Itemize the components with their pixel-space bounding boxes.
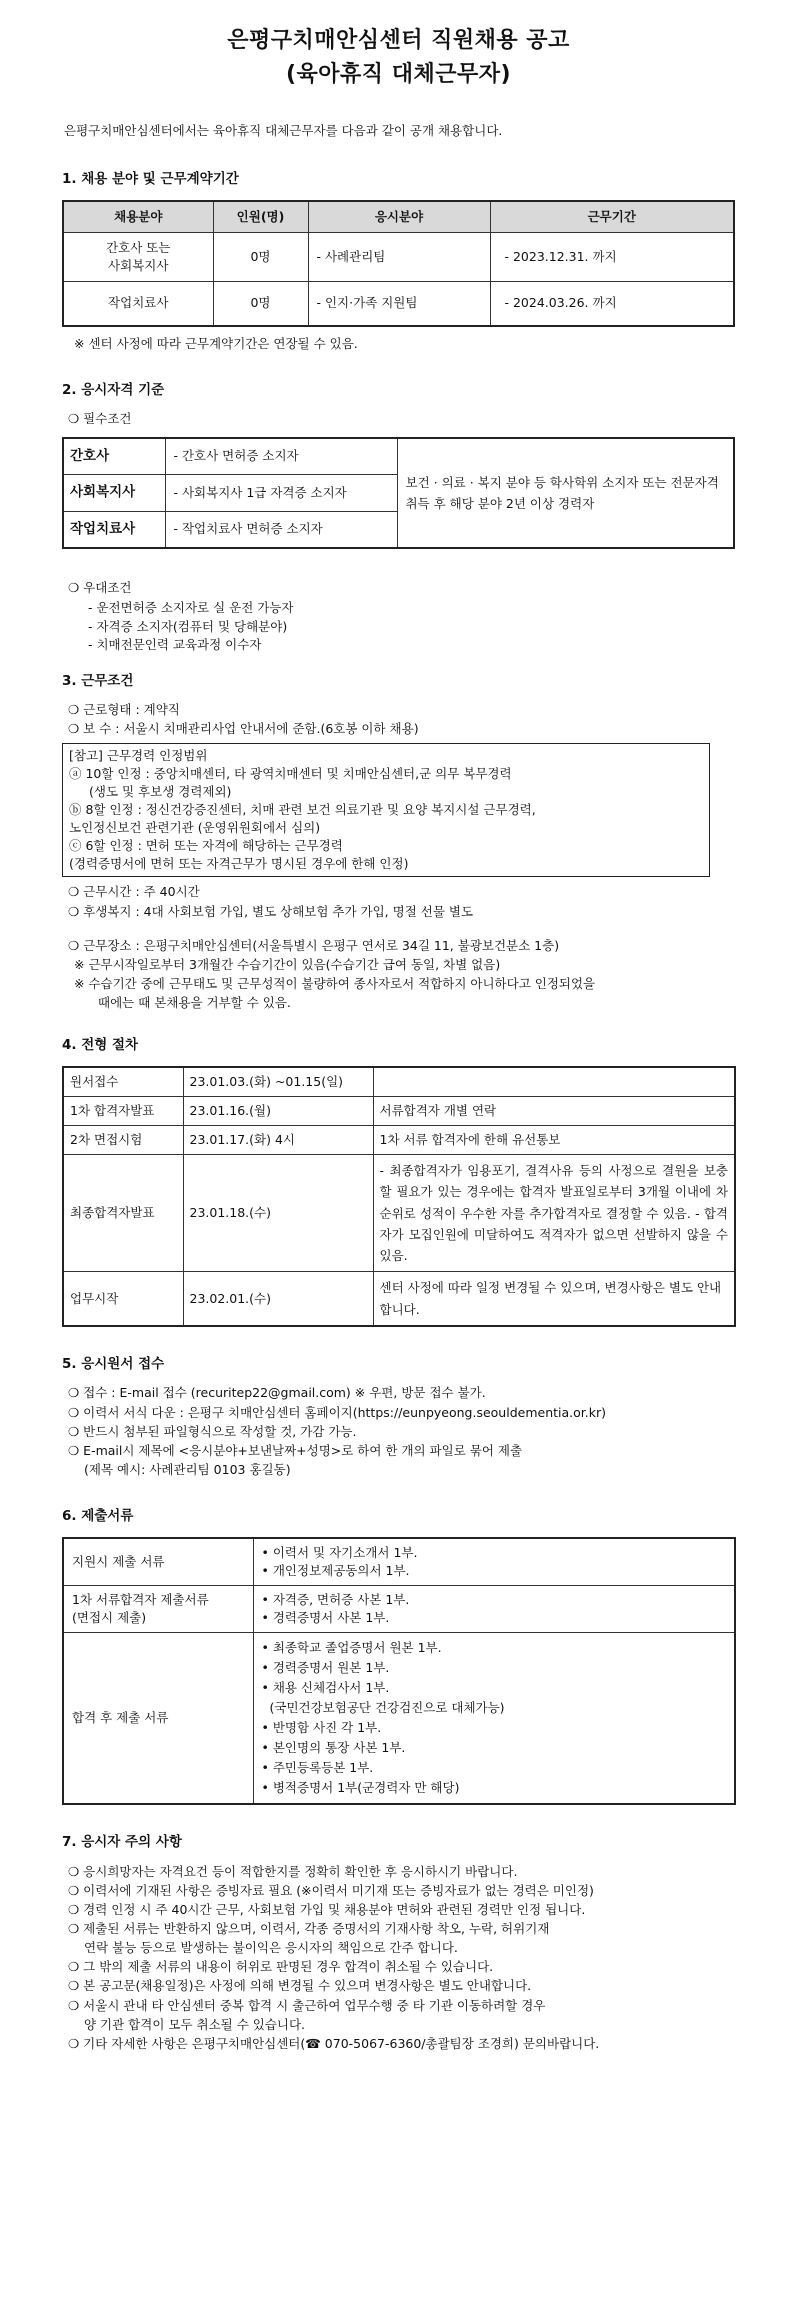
doc-group-items: • 최종학교 졸업증명서 원본 1부. • 경력증명서 원본 1부. • 채용 신체검사서 1부. (국민건강보험공단 건강검진으로 대체가능) • 반명함 사진 각 1부. • 본인명의 통장 사본 1부. • 주민등록등본 1부. • 병적증명서 1부(군경력자 만 해당) (253, 1633, 735, 1805)
table-row (63, 282, 734, 326)
section-work-conditions (62, 672, 735, 1012)
preferred-item: - 치매전문인력 교육과정 이수자 (88, 636, 262, 652)
section-notices (62, 1833, 735, 2053)
table-row (63, 1155, 735, 1272)
application-line: (제목 예시: 사례관리팀 0103 홍길동) (84, 1461, 291, 1477)
section-application (62, 1355, 735, 1479)
qual-label: 간호사 (63, 438, 165, 475)
notice-line: ❍ 경력 인정 시 주 40시간 근무, 사회보험 가입 및 채용분야 면허와 관련된 경력만 인정 됩니다. (68, 1901, 586, 1917)
title-line-1: 은평구치매안심센터 직원채용 공고 (227, 28, 570, 53)
preferred-item: - 자격증 소지자(컴퓨터 및 당해분야) (88, 618, 288, 634)
col-header: 근무기간 (490, 201, 734, 233)
doc-group-label: 1차 서류합격자 제출서류 (면접시 제출) (63, 1585, 253, 1632)
doc-group-items: • 자격증, 면허증 사본 1부. • 경력증명서 사본 1부. (253, 1585, 735, 1632)
table-row (63, 1126, 735, 1155)
condition-note: ※ 수습기간 중에 근무태도 및 근무성적이 불량하여 종사자로서 적합하지 아니하다고 인정되었을 (74, 975, 596, 991)
condition-note: ※ 근무시작일로부터 3개월간 수습기간이 있음(수습기간 급여 동일, 차별 없음) (74, 956, 501, 972)
table-header-row (63, 201, 734, 233)
condition-note: 때에는 때 본채용을 거부할 수 있음. (98, 995, 291, 1011)
documents-table (62, 1537, 736, 1806)
qual-common: 보건 · 의료 · 복지 분야 등 학사학위 소지자 또는 전문자격 취득 후 해당 분야 2년 이상 경력자 (397, 438, 734, 549)
col-header: 인원(명) (213, 201, 308, 233)
section-7-heading: 7. 응시자 주의 사항 (62, 1834, 182, 1851)
notice-line: ❍ 응시희망자는 자격요건 등이 적합한지를 정확히 확인한 후 응시하시기 바랍니다. (68, 1863, 518, 1879)
field-cell: 간호사 또는 사회복지사 (63, 233, 213, 282)
section-6-heading: 6. 제출서류 (62, 1508, 134, 1525)
qualification-table (62, 437, 735, 550)
area-cell: - 인지·가족 지원팀 (308, 282, 490, 326)
qual-label: 사회복지사 (63, 475, 165, 512)
table-row (63, 1272, 735, 1326)
career-reference-box: [참고] 근무경력 인정범위 ⓐ 10할 인정 : 중앙치매센터, 타 광역치매센터 및 치매안심센터,군 의무 복무경력 (생도 및 후보생 경력제외) ⓑ 8할 인정 : 정신건강증진센터, 치매 관련 보건 의료기관 및 요양 복지시설 근무경력, 노인정신보건 관련기관 (운영위원회에서 심의) ⓒ 6할 인정 : 면허 또는 자격에 해당하는 근무경력 (경력증명서에 면허 또는 자격근무가 명시된 경우에 한해 인정) (62, 743, 710, 878)
section-3-heading: 3. 근무조건 (62, 672, 134, 689)
qual-value: - 사회복지사 1급 자격증 소지자 (165, 475, 397, 512)
condition-line: ❍ 근로형태 : 계약직 (68, 702, 180, 718)
process-step: 원서접수 (63, 1067, 183, 1097)
process-desc: - 최종합격자가 임용포기, 결격사유 등의 사정으로 결원을 보충할 필요가 있는 경우에는 합격자 발표일로부터 3개월 이내에 차순위로 성적이 우수한 자를 추가합격자로 결정할 수 있음. - 합격자가 모집인원에 미달하여도 적격자가 없으면 선발하지 않을 수 있음. (373, 1155, 735, 1272)
process-step: 업무시작 (63, 1272, 183, 1326)
section-1-heading: 1. 채용 분야 및 근무계약기간 (62, 171, 239, 188)
application-line: ❍ E-mail시 제목에 <응시분야+보낸날짜+성명>로 하여 한 개의 파일로 묶어 제출 (68, 1442, 523, 1458)
notice-line: ❍ 기타 자세한 사항은 은평구치매안심센터(☎ 070-5067-6360/총괄팀장 조경희) 문의바랍니다. (68, 2035, 600, 2051)
col-header: 응시분야 (308, 201, 490, 233)
process-step: 최종합격자발표 (63, 1155, 183, 1272)
process-desc: 센터 사정에 따라 일정 변경될 수 있으며, 변경사항은 별도 안내합니다. (373, 1272, 735, 1326)
required-label: ❍ 필수조건 (68, 411, 132, 427)
process-desc: 서류합격자 개별 연락 (373, 1096, 735, 1125)
col-header: 채용분야 (63, 201, 213, 233)
notice-line: 양 기관 합격이 모두 취소될 수 있습니다. (84, 2016, 306, 2032)
preferred-label: ❍ 우대조건 (68, 580, 132, 596)
doc-group-label: 합격 후 제출 서류 (63, 1633, 253, 1805)
recruitment-table (62, 200, 735, 327)
section-qualification (62, 381, 735, 654)
process-step: 2차 면접시험 (63, 1126, 183, 1155)
section-process (62, 1036, 735, 1327)
count-cell: 0명 (213, 233, 308, 282)
qual-value: - 작업치료사 면허증 소지자 (165, 511, 397, 548)
doc-group-items: • 이력서 및 자기소개서 1부. • 개인정보제공동의서 1부. (253, 1538, 735, 1586)
title-line-2: (육아휴직 대체근무자) (285, 62, 512, 88)
notice-line: ❍ 제출된 서류는 반환하지 않으며, 이력서, 각종 증명서의 기재사항 착오, 누락, 허위기재 (68, 1921, 550, 1937)
notice-line: ❍ 그 밖의 제출 서류의 내용이 허위로 판명된 경우 합격이 취소될 수 있습니다. (68, 1959, 494, 1975)
table-row (63, 1538, 735, 1586)
process-date: 23.01.16.(월) (183, 1096, 373, 1125)
page-title (62, 24, 735, 92)
qual-label: 작업치료사 (63, 511, 165, 548)
process-desc: 1차 서류 합격자에 한해 유선통보 (373, 1126, 735, 1155)
table-row (63, 233, 734, 282)
table-row (63, 438, 734, 475)
process-table (62, 1066, 736, 1327)
section-5-heading: 5. 응시원서 접수 (62, 1355, 165, 1372)
condition-line: ❍ 근무장소 : 은평구치매안심센터(서울특별시 은평구 연서로 34길 11, 불광보건분소 1층) (68, 937, 560, 953)
notice-line: ❍ 서울시 관내 타 안심센터 중복 합격 시 출근하여 업무수행 중 타 기관 이동하려할 경우 (68, 1997, 546, 2013)
condition-line: ❍ 근무시간 : 주 40시간 (68, 884, 200, 900)
process-desc (373, 1067, 735, 1097)
preferred-item: - 운전면허증 소지자로 실 운전 가능자 (88, 600, 294, 616)
table-row (63, 1585, 735, 1632)
intro-text: 은평구치매안심센터에서는 육아휴직 대체근무자를 다음과 같이 공개 채용합니다. (64, 123, 503, 139)
doc-group-label: 지원시 제출 서류 (63, 1538, 253, 1586)
condition-line: ❍ 보 수 : 서울시 치매관리사업 안내서에 준함.(6호봉 이하 채용) (68, 721, 419, 737)
section-documents (62, 1507, 735, 1805)
table-row (63, 1633, 735, 1805)
process-date: 23.01.17.(화) 4시 (183, 1126, 373, 1155)
field-cell: 작업치료사 (63, 282, 213, 326)
contract-note: ※ 센터 사정에 따라 근무계약기간은 연장될 수 있음. (74, 335, 358, 351)
notice-line: 연락 불능 등으로 발생하는 불이익은 응시자의 책임으로 간주 합니다. (84, 1940, 458, 1956)
qual-value: - 간호사 면허증 소지자 (165, 438, 397, 475)
application-line: ❍ 접수 : E-mail 접수 (recuritep22@gmail.com) ※ 우편, 방문 접수 불가. (68, 1385, 486, 1401)
section-4-heading: 4. 전형 절차 (62, 1037, 139, 1054)
application-line: ❍ 반드시 첨부된 파일형식으로 작성할 것, 가감 가능. (68, 1423, 357, 1439)
section-recruitment-field (62, 170, 735, 353)
section-2-heading: 2. 응시자격 기준 (62, 381, 165, 398)
table-row (63, 1067, 735, 1097)
period-cell: - 2024.03.26. 까지 (490, 282, 734, 326)
process-date: 23.01.03.(화) ~01.15(일) (183, 1067, 373, 1097)
process-step: 1차 합격자발표 (63, 1096, 183, 1125)
notice-line: ❍ 본 공고문(채용일정)은 사정에 의해 변경될 수 있으며 변경사항은 별도 안내합니다. (68, 1978, 532, 1994)
notice-line: ❍ 이력서에 기재된 사항은 증빙자료 필요 (※이력서 미기재 또는 증빙자료가 없는 경력은 미인정) (68, 1882, 594, 1898)
condition-line: ❍ 후생복지 : 4대 사회보험 가입, 별도 상해보험 추가 가입, 명절 선물 별도 (68, 903, 474, 919)
process-date: 23.01.18.(수) (183, 1155, 373, 1272)
process-date: 23.02.01.(수) (183, 1272, 373, 1326)
period-cell: - 2023.12.31. 까지 (490, 233, 734, 282)
area-cell: - 사례관리팀 (308, 233, 490, 282)
count-cell: 0명 (213, 282, 308, 326)
table-row (63, 1096, 735, 1125)
application-line: ❍ 이력서 서식 다운 : 은평구 치매안심센터 홈페이지(https://eunpyeong.seouldementia.or.kr) (68, 1404, 606, 1420)
